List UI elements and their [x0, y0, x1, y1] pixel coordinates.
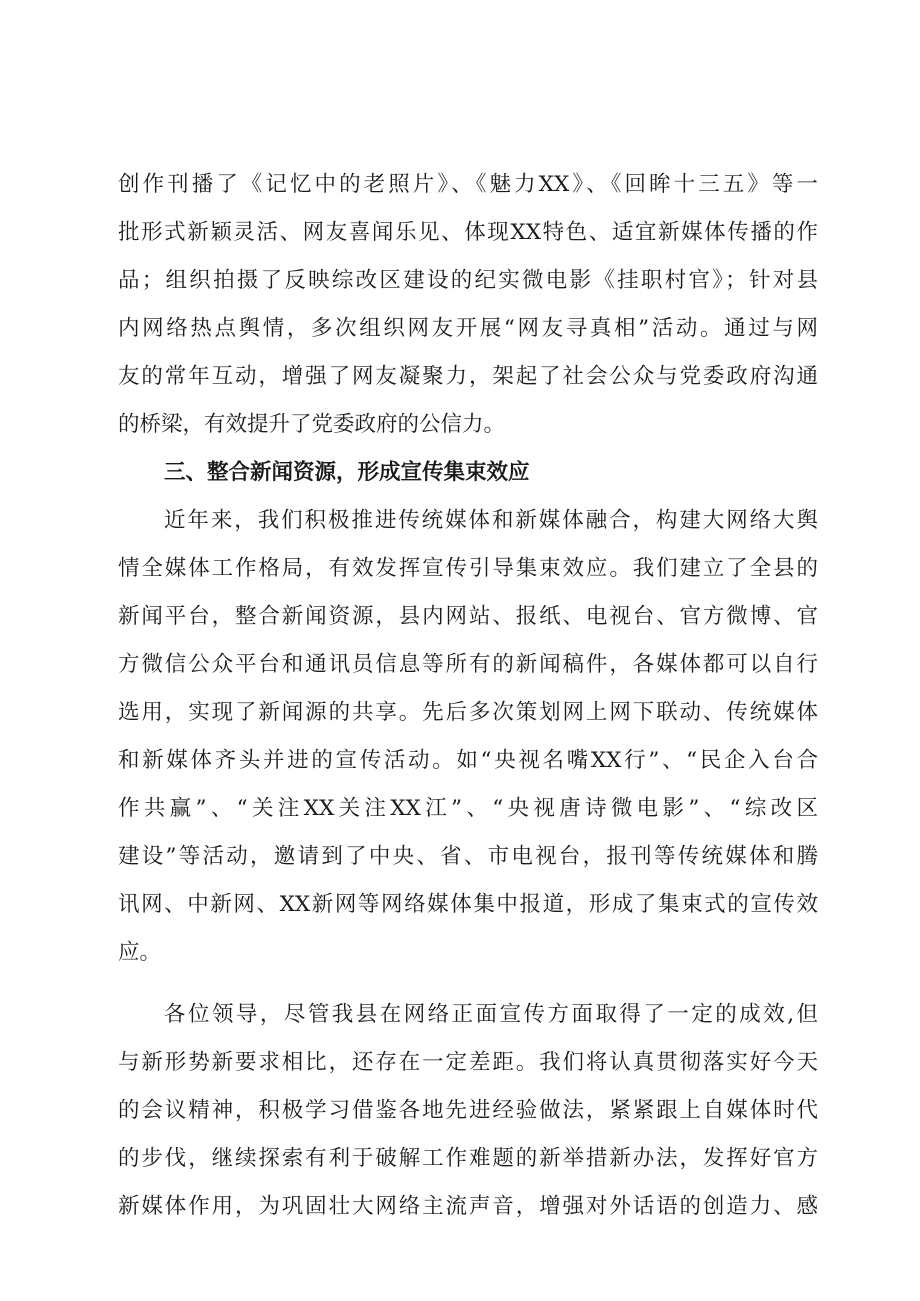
text-line: 情全媒体工作格局，有效发挥宣传引导集束效应。我们建立了全县的 — [118, 556, 818, 581]
text-line: 选用，实现了新闻源的共享。先后多次策划网上网下联动、传统媒体 — [118, 700, 818, 725]
text-line: 各位领导，尽管我县在网络正面宣传方面取得了一定的成效,但 — [164, 1002, 818, 1027]
paragraph-1 — [118, 161, 818, 449]
text-line: 新媒体作用，为巩固壮大网络主流声音，增强对外话语的创造力、感 — [118, 1194, 818, 1219]
paragraph-3 — [118, 991, 818, 1231]
text-line: 内网络热点舆情，多次组织网友开展“网友寻真相”活动。通过与网 — [118, 316, 818, 341]
paragraph-2 — [118, 497, 818, 977]
text-line: 方微信公众平台和通讯员信息等所有的新闻稿件，各媒体都可以自行 — [118, 652, 818, 677]
paragraph-gap — [118, 977, 818, 991]
text-line: 的桥梁，有效提升了党委政府的公信力。 — [118, 412, 506, 437]
text-line: 批形式新颖灵活、网友喜闻乐见、体现XX特色、适宜新媒体传播的作 — [118, 220, 818, 245]
text-line: 友的常年互动，增强了网友凝聚力，架起了社会公众与党委政府沟通 — [118, 364, 818, 389]
text-line: 的步伐，继续探索有利于破解工作难题的新举措新办法，发挥好官方 — [118, 1146, 818, 1171]
text-line: 新闻平台，整合新闻资源，县内网站、报纸、电视台、官方微博、官 — [118, 604, 818, 629]
text-line: 建设”等活动，邀请到了中央、省、市电视台，报刊等传统媒体和腾 — [118, 844, 818, 869]
text-line: 品；组织拍摄了反映综改区建设的纪实微电影《挂职村官》；针对县 — [118, 268, 818, 293]
text-line: 创作刊播了《记忆中的老照片》、《魅力XX》、《回眸十三五》等一 — [118, 172, 818, 197]
text-line: 讯网、中新网、XX新网等网络媒体集中报道，形成了集束式的宣传效 — [118, 892, 818, 917]
document-body — [118, 161, 818, 1231]
text-line: 作共赢”、“关注XX关注XX江”、“央视唐诗微电影”、“综改区 — [118, 796, 818, 821]
text-line: 与新形势新要求相比，还存在一定差距。我们将认真贯彻落实好今天 — [118, 1050, 818, 1075]
text-line: 和新媒体齐头并进的宣传活动。如“央视名嘴XX行”、“民企入台合 — [118, 748, 818, 773]
text-line: 应。 — [118, 940, 162, 965]
section-heading: 三、整合新闻资源，形成宣传集束效应 — [164, 460, 530, 485]
text-line: 近年来，我们积极推进传统媒体和新媒体融合，构建大网络大舆 — [164, 508, 818, 533]
text-line: 的会议精神，积极学习借鉴各地先进经验做法，紧紧跟上自媒体时代 — [118, 1098, 818, 1123]
